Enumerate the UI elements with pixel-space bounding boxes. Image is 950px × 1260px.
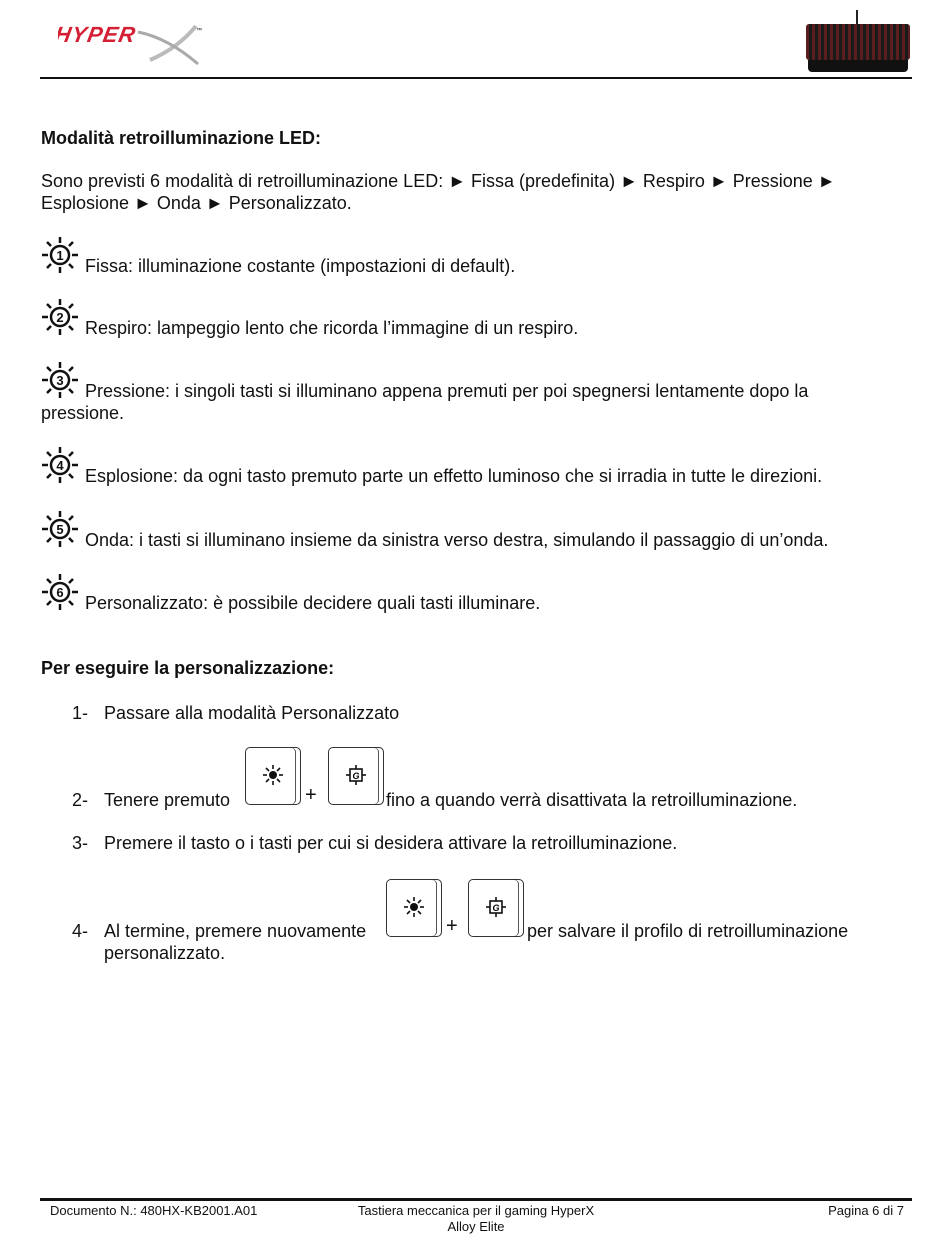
step-number: 3- xyxy=(72,833,89,853)
svg-text:1: 1 xyxy=(56,248,64,263)
step-text: fino a quando verrà disattivata la retroilluminazione. xyxy=(386,790,798,810)
mode-description: Onda: i tasti si illuminano insieme da sinistra verso destra, simulando il passaggio di un’onda. xyxy=(85,530,829,550)
keyboard-image xyxy=(806,10,910,74)
brightness-key xyxy=(386,879,442,937)
sun-number-1-icon xyxy=(40,235,80,275)
mode-description: Respiro: lampeggio lento che ricorda l’immagine di un respiro. xyxy=(85,318,579,338)
document-title: Alloy Elite xyxy=(447,1219,505,1234)
footer-rule xyxy=(40,1198,912,1201)
intro-text: Sono previsti 6 modalità di retroilluminazione LED: ► Fissa (predefinita) ► Respiro ► Pressione ► xyxy=(41,171,836,191)
document-title: Tastiera meccanica per il gaming HyperX xyxy=(357,1203,595,1218)
hyperx-logo xyxy=(58,18,208,68)
section-heading: Modalità retroilluminazione LED: xyxy=(41,128,322,148)
svg-text:G: G xyxy=(492,903,500,913)
game-mode-icon xyxy=(345,764,367,786)
step-text: per salvare il profilo di retroilluminazione xyxy=(527,921,849,941)
svg-text:HYPER: HYPER xyxy=(58,22,139,47)
step-number: 4- xyxy=(72,921,89,941)
svg-text:G: G xyxy=(352,771,360,781)
step-text: Tenere premuto xyxy=(104,790,231,810)
header-rule xyxy=(40,77,912,79)
game-mode-key xyxy=(328,747,384,805)
step-text: Passare alla modalità Personalizzato xyxy=(104,703,400,723)
mode-description: Personalizzato: è possibile decidere quali tasti illuminare. xyxy=(85,593,541,613)
plus-sign: + xyxy=(305,784,317,806)
plus-sign: + xyxy=(446,915,458,937)
sun-number-6-icon xyxy=(40,572,80,612)
mode-description: Esplosione: da ogni tasto premuto parte un effetto luminoso che si irradia in tutte le direzioni. xyxy=(85,466,823,486)
svg-text:™: ™ xyxy=(196,28,202,34)
document-number: Documento N.: 480HX-KB2001.A01 xyxy=(50,1203,258,1218)
page-number: Pagina 6 di 7 xyxy=(828,1203,904,1218)
svg-text:3: 3 xyxy=(56,373,64,388)
step-text: Premere il tasto o i tasti per cui si desidera attivare la retroilluminazione. xyxy=(104,833,678,853)
mode-description: Pressione: i singoli tasti si illuminano appena premuti per poi spegnersi lentamente dopo la xyxy=(85,381,809,401)
step-text: Al termine, premere nuovamente xyxy=(104,921,367,941)
sun-number-4-icon xyxy=(40,445,80,485)
svg-text:4: 4 xyxy=(56,458,64,473)
sun-number-5-icon xyxy=(40,509,80,549)
mode-description: Fissa: illuminazione costante (impostazioni di default). xyxy=(85,256,516,276)
game-mode-key xyxy=(468,879,524,937)
svg-text:5: 5 xyxy=(56,522,64,537)
brightness-icon xyxy=(262,764,284,786)
intro-text: Esplosione ► Onda ► Personalizzato. xyxy=(41,193,352,213)
game-mode-icon xyxy=(485,896,507,918)
mode-description: pressione. xyxy=(41,403,125,423)
sun-number-2-icon xyxy=(40,297,80,337)
sun-number-3-icon xyxy=(40,360,80,400)
svg-text:6: 6 xyxy=(56,585,64,600)
step-number: 2- xyxy=(72,790,89,810)
step-number: 1- xyxy=(72,703,89,723)
brightness-key xyxy=(245,747,301,805)
svg-text:2: 2 xyxy=(56,310,64,325)
section-heading: Per eseguire la personalizzazione: xyxy=(41,658,335,678)
step-text: personalizzato. xyxy=(104,943,226,963)
brightness-icon xyxy=(403,896,425,918)
